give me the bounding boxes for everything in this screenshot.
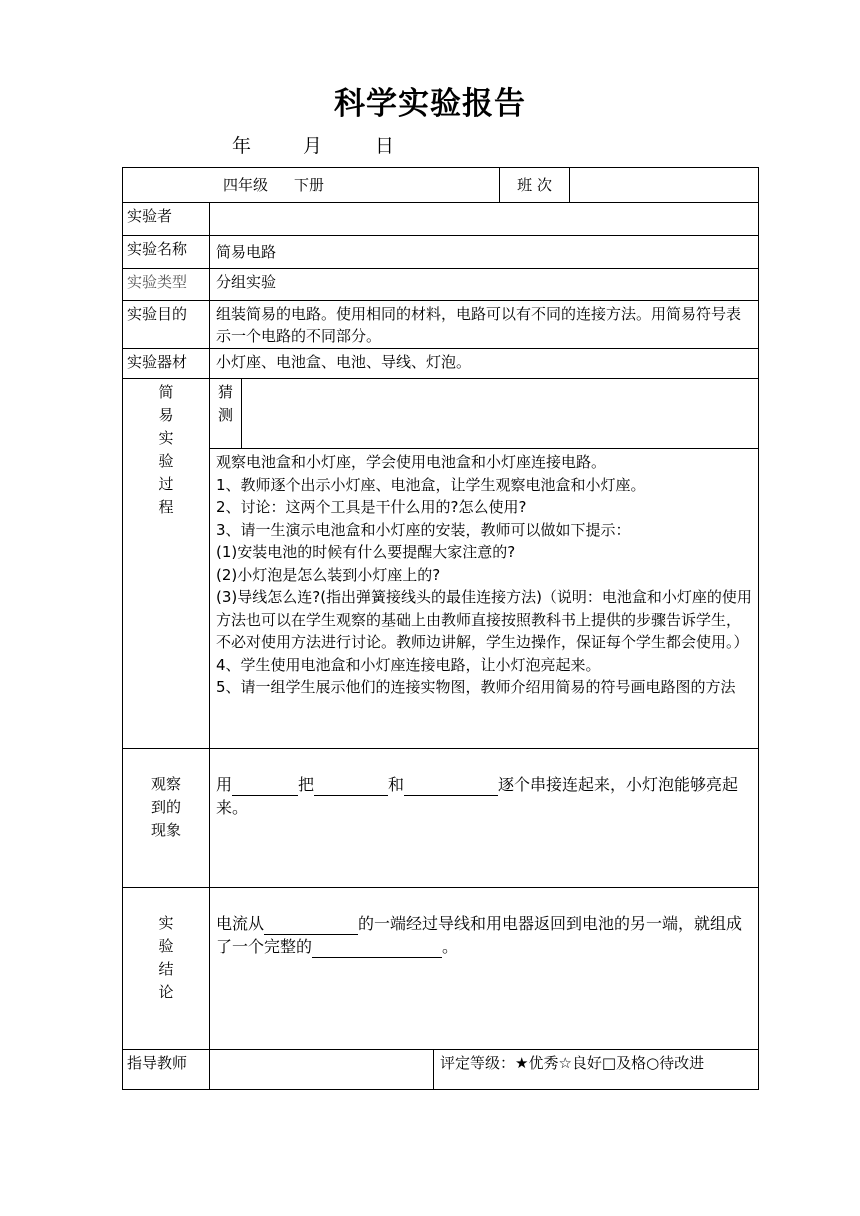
process-line: 4、学生使用电池盒和小灯座连接电路，让小灯泡亮起来。 <box>216 655 601 674</box>
experimenter-row <box>123 203 759 236</box>
conclusion-content: 电流从 的一端经过导线和用电器返回到电池的另一端，就组成了一个完整的 。 <box>210 888 759 1050</box>
process-line: (2)小灯泡是怎么装到小灯座上的? <box>216 565 441 584</box>
grade-prefix: 评定等级： <box>440 1054 516 1072</box>
process-line: 5、请一组学生展示他们的连接实物图，教师介绍用简易的符号画电路图的方法 <box>216 678 736 696</box>
process-line: (3)导线怎么连?(指出弹簧接线头的最佳连接方法)（说明：电池盒和小灯座的使用方法也可以在学生观察的基础上由教师直接按照教科书上提供的步骤告诉学生，不必对使用方法进行讨论。教师边讲解，学生边操作，保证每个学生都会使用。） <box>216 588 752 651</box>
name-value: 简易电路 <box>210 236 759 269</box>
observation-content: 用 把 和 逐个串接连起来，小灯泡能够亮起来。 <box>210 749 759 888</box>
class-label: 班 次 <box>500 168 570 203</box>
report-table <box>122 167 759 1090</box>
class-value[interactable] <box>570 168 759 203</box>
observation-row <box>123 749 759 888</box>
guess-value[interactable] <box>242 379 759 449</box>
observation-blank-2[interactable] <box>314 777 388 796</box>
process-content <box>210 449 759 749</box>
footer-row <box>123 1050 759 1090</box>
observation-label: 观察 到的 现象 <box>123 749 210 888</box>
date-day: 日 <box>375 135 395 157</box>
equipment-value: 小灯座、电池盒、电池、导线、灯泡。 <box>210 349 759 379</box>
conclusion-blank-2[interactable] <box>312 939 442 958</box>
teacher-label: 指导教师 <box>123 1050 210 1090</box>
name-label: 实验名称 <box>123 236 210 269</box>
report-title: 科学实验报告 <box>334 86 526 122</box>
observation-blank-3[interactable] <box>404 777 498 796</box>
process-line: 3、请一生演示电池盒和小灯座的安装，教师可以做如下提示： <box>216 520 631 539</box>
header-row <box>123 168 759 203</box>
conclusion-row <box>123 888 759 1050</box>
type-label: 实验类型 <box>123 269 210 301</box>
guess-label: 猜 测 <box>210 379 242 449</box>
conclusion-blank-1[interactable] <box>264 916 358 935</box>
experimenter-value[interactable] <box>210 203 759 236</box>
grade-cell <box>434 1050 759 1090</box>
process-line: (1)安装电池的时候有什么要提醒大家注意的? <box>216 543 516 561</box>
grade-term-cell <box>123 168 500 203</box>
teacher-value[interactable] <box>210 1050 434 1090</box>
experimenter-label: 实验者 <box>123 203 210 236</box>
type-row <box>123 269 759 301</box>
type-value: 分组实验 <box>210 269 759 301</box>
purpose-row <box>123 301 759 349</box>
grade-options[interactable]: ★优秀☆良好□及格○待改进 <box>515 1054 705 1072</box>
conclusion-label: 实 验 结 论 <box>123 888 210 1050</box>
equipment-label: 实验器材 <box>123 349 210 379</box>
process-line: 观察电池盒和小灯座，学会使用电池盒和小灯座连接电路。 <box>216 453 607 471</box>
guess-row <box>123 379 759 449</box>
date-year: 年 <box>232 135 252 157</box>
name-row <box>123 236 759 269</box>
process-row <box>123 449 759 749</box>
process-line: 2、讨论：这两个工具是干什么用的?怎么使用? <box>216 498 527 516</box>
term-text: 下册 <box>294 176 325 194</box>
observation-blank-1[interactable] <box>232 777 298 796</box>
process-label: 简 易 实 验 过 程 <box>123 379 210 749</box>
date-month: 月 <box>303 135 323 157</box>
equipment-row <box>123 349 759 379</box>
process-line: 1、教师逐个出示小灯座、电池盒，让学生观察电池盒和小灯座。 <box>216 475 646 494</box>
grade-text: 四年级 <box>223 176 269 194</box>
purpose-label: 实验目的 <box>123 301 210 349</box>
purpose-value: 组装简易的电路。使用相同的材料，电路可以有不同的连接方法。用简易符号表示一个电路的不同部分。 <box>210 301 759 349</box>
